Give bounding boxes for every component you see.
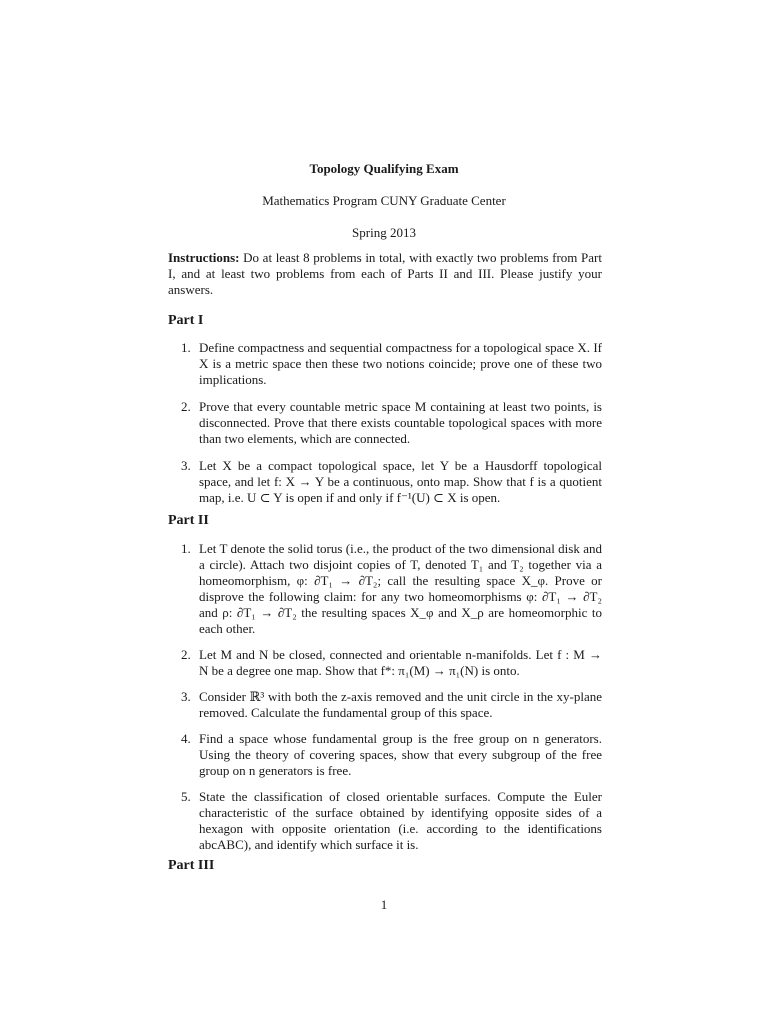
problem-item [168, 541, 602, 637]
problem-item [168, 340, 602, 388]
exam-institution: Mathematics Program CUNY Graduate Center [262, 193, 506, 208]
problem-item [168, 647, 602, 679]
part-3-heading: Part III [168, 858, 215, 873]
problem-text: State the classification of closed orientable surfaces. Compute the Euler characteristic of the surface obtained by identifying opposite sides of a hexagon with opposite orientation (i.e. according to the identifications abcABC), and identify which surface it is. [199, 789, 602, 852]
part-1-problem-list [168, 340, 602, 506]
problem-item [168, 789, 602, 853]
problem-text: Prove that every countable metric space M containing at least two points, is disconnected. Prove that there exists countable topological spaces with more than two elements, which are connected. [199, 399, 602, 446]
part-2-problem-list [168, 541, 602, 853]
problem-number: 4. [181, 731, 191, 746]
problem-number: 2. [181, 647, 191, 662]
instructions-label: Instructions: [168, 250, 240, 265]
instructions-paragraph [168, 250, 602, 298]
part-2-heading: Part II [168, 513, 209, 528]
problem-number: 2. [181, 399, 191, 414]
problem-number: 3. [181, 458, 191, 473]
problem-item [168, 399, 602, 447]
problem-item [168, 689, 602, 721]
problem-item [168, 458, 602, 506]
problem-item [168, 731, 602, 779]
exam-date: Spring 2013 [352, 225, 416, 240]
exam-title: Topology Qualifying Exam [309, 161, 459, 176]
problem-text: Consider ℝ³ with both the z-axis removed and the unit circle in the xy-plane removed. Calculate the fundamental group of this space. [199, 689, 602, 720]
problem-text: Let M and N be closed, connected and orientable n-manifolds. Let f : M → N be a degree one map. Show that f*: π₁(M) → π₁(N) is onto. [199, 647, 602, 678]
instructions-text: Do at least 8 problems in total, with exactly two problems from Part I, and at least two problems from each of Parts II and III. Please justify your answers. [168, 250, 602, 297]
page-number: 1 [380, 897, 388, 912]
problem-number: 1. [181, 541, 191, 556]
problem-text: Let T denote the solid torus (i.e., the product of the two dimensional disk and a circle). Attach two disjoint copies of T, denoted T₁ and T₂ together via a homeomorphism, φ: ∂T₁ → ∂T₂; call the resulting space X_φ. Prove or disprove the following claim: for any two homeomorphisms φ: ∂T₁ → ∂T₂ and ρ: ∂T₁ → ∂T₂ the resulting spaces X_φ and X_ρ are homeomorphic to each other. [199, 541, 602, 636]
problem-number: 5. [181, 789, 191, 804]
problem-number: 3. [181, 689, 191, 704]
part-1-heading: Part I [168, 313, 204, 328]
problem-text: Find a space whose fundamental group is the free group on n generators. Using the theory of covering spaces, show that every subgroup of the free group on n generators is free. [199, 731, 602, 778]
problem-text: Define compactness and sequential compactness for a topological space X. If X is a metric space then these two notions coincide; prove one of these two implications. [199, 340, 602, 387]
problem-text: Let X be a compact topological space, let Y be a Hausdorff topological space, and let f: X → Y be a continuous, onto map. Show that f is a quotient map, i.e. U ⊂ Y is open if and only if f⁻¹(U) ⊂ X is open. [199, 458, 602, 505]
problem-number: 1. [181, 340, 191, 355]
